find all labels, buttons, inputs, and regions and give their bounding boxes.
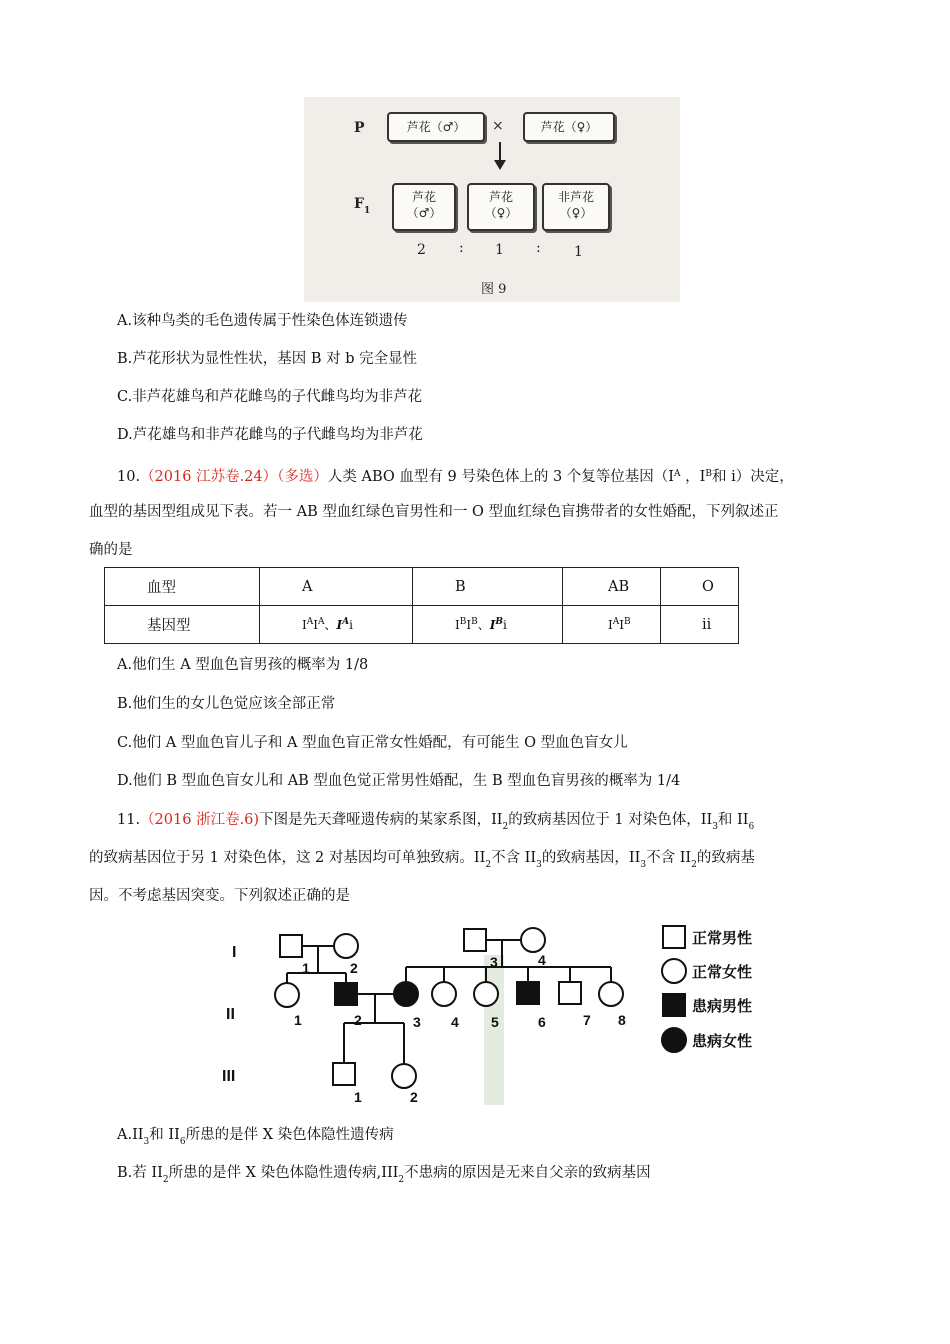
q10-line-3: 确的是 (89, 542, 133, 558)
gen2-label-8: 8 (618, 1012, 626, 1028)
gen2-label-7: 7 (583, 1012, 591, 1028)
child2-name: 芦花 (488, 190, 513, 204)
parent-female-box (523, 112, 615, 142)
legend-affected-female-icon (662, 1028, 686, 1052)
pedigree-svg (184, 915, 784, 1105)
table-cell: AB (563, 568, 661, 606)
q11-line-1: 11.（2016 浙江卷.6)下图是先天聋哑遗传病的某家系图，$II_2$的致病基因位于 1 对染色体，$II_3$和 $II_6$ (117, 812, 755, 832)
parent-male-label: 芦花（♂） (406, 120, 466, 134)
gen1-female-2 (334, 934, 358, 958)
child1-name: 芦花 (411, 190, 436, 204)
blood-type-table (104, 567, 739, 644)
ratio-1: 2 (417, 242, 426, 258)
table-cell: O (661, 568, 739, 606)
q9-option-b: B.芦花形状为显性性状，基因 B 对 b 完全显性 (117, 351, 418, 367)
table-cell: 基因型 (105, 606, 260, 644)
legend-normal-male: 正常男性 (692, 929, 753, 947)
q11-source: （2016 浙江卷.6) (140, 812, 260, 828)
legend-affected-male: 患病男性 (692, 997, 753, 1015)
ratio-sep-1: : (459, 240, 464, 256)
gen2-label-6: 6 (538, 1014, 546, 1030)
table-cell: B (413, 568, 563, 606)
gen2-male-2-affected (335, 983, 357, 1005)
table-cell: 血型 (105, 568, 260, 606)
cross-symbol: × (492, 118, 504, 134)
child3-name: 非芦花 (557, 190, 594, 204)
gen1-label-1: 1 (302, 960, 310, 976)
table-row (105, 606, 739, 644)
child-male-furry-box (392, 183, 456, 231)
pedigree-chart (184, 915, 784, 1105)
legend-normal-male-icon (663, 926, 685, 948)
ratio-3: 1 (574, 244, 583, 260)
table-row (105, 568, 739, 606)
gen2-label-3: 3 (413, 1014, 421, 1030)
gen2-female-1 (275, 983, 299, 1007)
gen-label-2: II (226, 1006, 235, 1023)
gen1-male-1 (280, 935, 302, 957)
genotype-a: $I^AI^A$、$I^Ai$ (260, 606, 413, 644)
gen2-male-7 (559, 982, 581, 1004)
gen1-label-4: 4 (538, 952, 546, 968)
f1-label: $F_1$ (354, 196, 371, 216)
q11-line-3: 因。不考虑基因突变。下列叙述正确的是 (89, 888, 350, 904)
gen-label-3: III (222, 1068, 236, 1085)
q10-source: （2016 江苏卷.24）（多选） (140, 469, 328, 485)
gen-label-1: I (232, 944, 237, 961)
arrow-head-icon (494, 160, 506, 170)
figure-caption: 图 9 (481, 282, 507, 297)
q11-option-b: B.若 $II_2$所患的是伴 X 染色体隐性遗传病$,III_2$不患病的原因是无来自父亲的致病基因 (117, 1165, 651, 1185)
q10-option-c: C.他们 A 型血色盲儿子和 A 型血色盲正常女性婚配，有可能生 O 型血色盲女儿 (117, 735, 628, 751)
q10-option-a: A.他们生 A 型血色盲男孩的概率为 1/8 (117, 657, 369, 673)
gen1-label-2: 2 (350, 960, 358, 976)
q11-option-a: $A.II_3$和 $II_6$所患的是伴 X 染色体隐性遗传病 (117, 1127, 394, 1147)
q10-line-2: 血型的基因型组成见下表。若一 AB 型血红绿色盲男性和一 O 型血红绿色盲携带者的女性婚配，下列叙述正 (89, 504, 779, 520)
legend-normal-female-icon (662, 959, 686, 983)
legend-affected-female: 患病女性 (692, 1032, 753, 1050)
q10-option-b: B.他们生的女儿色觉应该全部正常 (117, 696, 336, 712)
gen2-label-2: 2 (354, 1012, 362, 1028)
q10-number: 10. (117, 469, 141, 485)
q11-line-2: 的致病基因位于另 1 对染色体，这 2 对基因均可单独致病。$II_2$不含 $II_3$的致病基因，$II_3$不含 $II_2$的致病基 (89, 850, 755, 870)
figure-9 (304, 97, 680, 302)
gen2-label-4: 4 (451, 1014, 459, 1030)
arrow-line (499, 142, 501, 162)
parent-male-box (387, 112, 485, 142)
q9-option-c: C.非芦花雄鸟和芦花雌鸟的子代雌鸟均为非芦花 (117, 389, 423, 405)
parent-female-label: 芦花（♀） (540, 120, 598, 134)
child3-sex: （♀） (559, 206, 593, 220)
child1-sex: （♂） (406, 206, 442, 220)
child2-sex: （♀） (484, 206, 518, 220)
ratio-sep-2: : (536, 240, 541, 256)
child-female-nonfurry-box (542, 183, 610, 231)
p-label: P (354, 120, 365, 136)
genotype-o: ii (661, 606, 739, 644)
gen2-female-5 (474, 982, 498, 1006)
gen2-label-5: 5 (491, 1014, 499, 1030)
gen3-female-2 (392, 1064, 416, 1088)
gen2-male-6-affected (517, 982, 539, 1004)
table-cell: A (260, 568, 413, 606)
gen2-female-8 (599, 982, 623, 1006)
gen1-female-4 (521, 928, 545, 952)
q9-option-a: A.该种鸟类的毛色遗传属于性染色体连锁遗传 (117, 313, 408, 329)
gen2-female-4 (432, 982, 456, 1006)
q9-option-d: D.芦花雄鸟和非芦花雌鸟的子代雌鸟均为非芦花 (117, 427, 423, 443)
gen1-male-3 (464, 929, 486, 951)
q10-line-1: 10.（2016 江苏卷.24）（多选）人类 ABO 血型有 9 号染色体上的 3 个复等位基因（$I^A$ ，$I^B$和 i）决定， (117, 469, 794, 485)
q10-option-d: D.他们 B 型血色盲女儿和 AB 型血色觉正常男性婚配，生 B 型血色盲男孩的概率为 1/4 (117, 773, 681, 789)
gen2-female-3-affected (394, 982, 418, 1006)
gen3-male-1 (333, 1063, 355, 1085)
genotype-b: $I^BI^B$、$I^Bi$ (413, 606, 563, 644)
child-female-furry-box (467, 183, 535, 231)
genotype-ab: $I^AI^B$ (563, 606, 661, 644)
legend-normal-female: 正常女性 (692, 963, 753, 981)
gen3-label-2: 2 (410, 1089, 418, 1105)
gen3-label-1: 1 (354, 1089, 362, 1105)
gen1-label-3: 3 (490, 954, 498, 970)
ratio-2: 1 (495, 242, 504, 258)
gen2-label-1: 1 (294, 1012, 302, 1028)
legend-affected-male-icon (663, 994, 685, 1016)
